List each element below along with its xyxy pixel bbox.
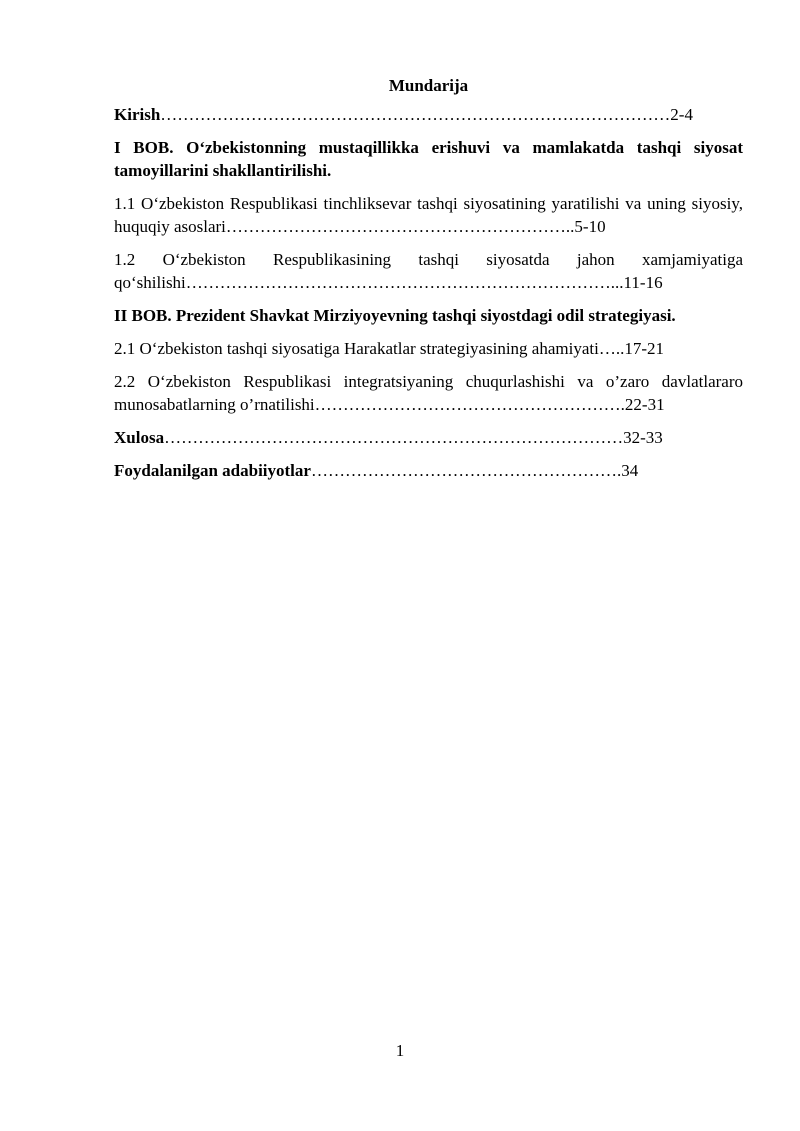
toc-entry-label: Kirish	[114, 105, 161, 124]
toc-page-range: 22-31	[624, 395, 665, 414]
toc-page-range: 17-21	[624, 339, 665, 358]
toc-chapter-label: II BOB. Prezident Shavkat Mirziyoyevning tashqi siyostdagi odil strategiyasi.	[114, 306, 676, 325]
toc-page-range: 5-10	[574, 217, 606, 236]
toc-entry-1-1	[114, 192, 743, 238]
toc-chapter-2	[114, 304, 743, 327]
toc-page-range: 11-16	[623, 273, 663, 292]
toc-entry-label: 1.2 O‘zbekiston Respublikasining tashqi siyosatda jahon xamjamiyatiga qo‘shilishi	[114, 250, 743, 292]
toc-entry-label: 2.1 O‘zbekiston tashqi siyosatiga Harakatlar strategiyasining ahamiyati	[114, 339, 599, 358]
toc-leader-dots: …..	[598, 339, 625, 358]
toc-leader-dots: …………………………………………………………………...	[185, 273, 624, 292]
toc-leader-dots: ……………………………………………….	[314, 395, 625, 414]
page-number: 1	[395, 1041, 405, 1060]
toc-page-range: 2-4	[670, 105, 693, 124]
toc-entry-label: Foydalanilgan adabiiyotlar	[114, 461, 311, 480]
table-of-contents	[114, 74, 743, 492]
toc-chapter-label: I BOB. O‘zbekistonning mustaqillikka erishuvi va mamlakatda tashqi siyosat tamoyillarini shakllantirilishi.	[114, 138, 743, 180]
toc-leader-dots: ……………………………………………….	[310, 461, 622, 480]
toc-entry-2-1	[114, 337, 743, 360]
toc-leader-dots: ………………………………………………………………………	[164, 428, 624, 447]
toc-leader-dots: ………………………………………………………………………………	[160, 105, 671, 124]
toc-entry-kirish	[114, 103, 743, 126]
toc-entry-xulosa	[114, 426, 743, 449]
toc-leader-dots: ……………………………………………………..	[225, 217, 575, 236]
toc-entry-references	[114, 459, 743, 482]
toc-chapter-1	[114, 136, 743, 182]
toc-entry-label: Xulosa	[114, 428, 165, 447]
toc-entry-label: 1.1 O‘zbekiston Respublikasi tinchliksevar tashqi siyosatining yaratilishi va uning siyosiy, huquqiy asoslari	[114, 194, 743, 236]
toc-page-range: 32-33	[623, 428, 663, 447]
toc-title: Mundarija	[388, 76, 469, 95]
toc-entry-label: 2.2 O‘zbekiston Respublikasi integratsiyaning chuqurlashishi va o’zaro davlatlararo munosabatlarning o’rnatilishi	[114, 372, 743, 414]
toc-entry-2-2	[114, 370, 743, 416]
toc-page-range: 34	[621, 461, 639, 480]
toc-entry-1-2	[114, 248, 743, 294]
